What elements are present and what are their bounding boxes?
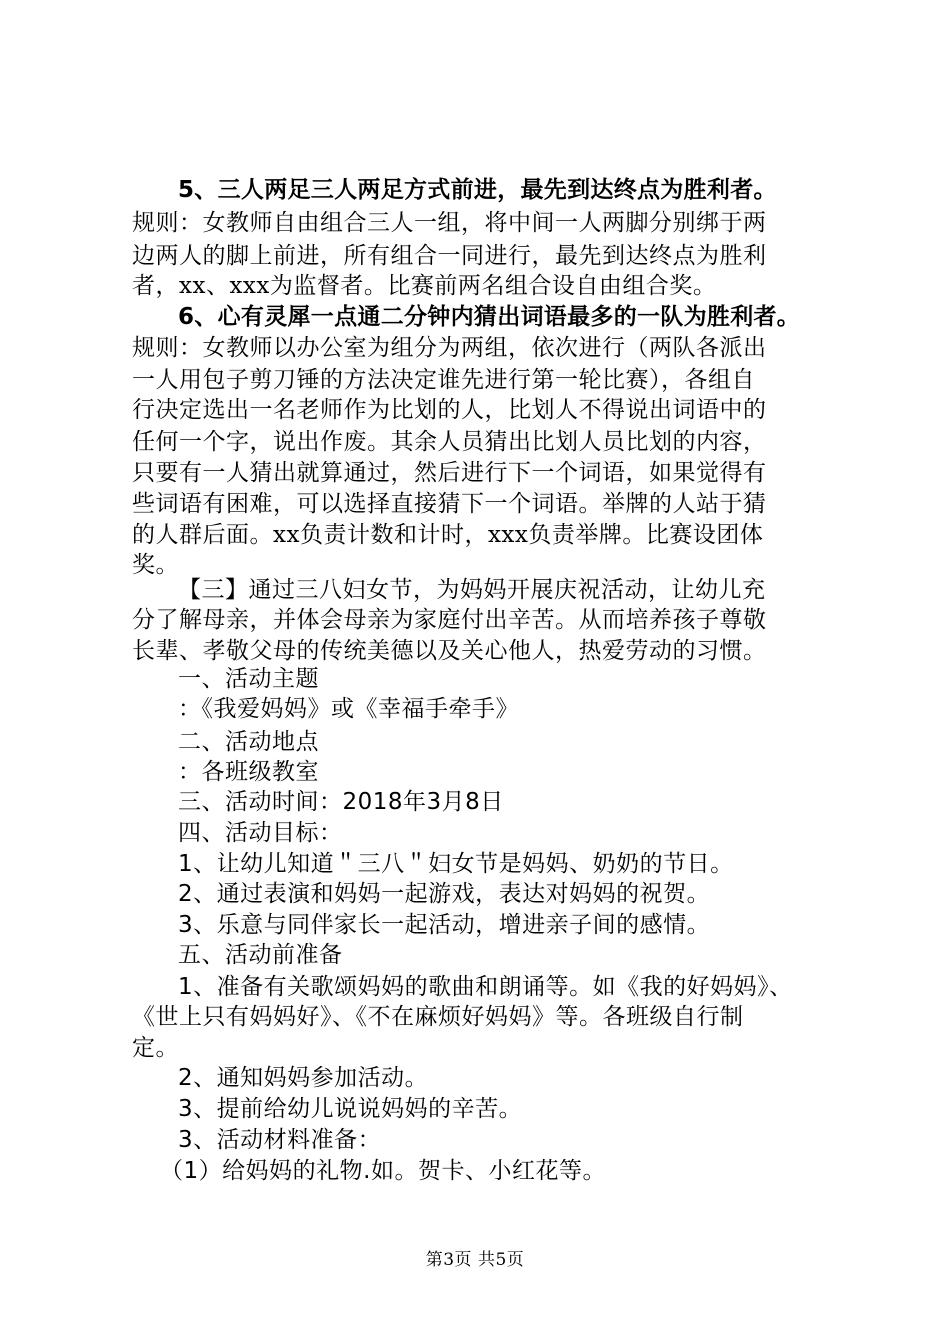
page-footer: 第3页 共5页 <box>425 1250 525 1270</box>
section-heading: 五、活动前准备 <box>178 942 343 968</box>
paragraph-line: ：各班级教室 <box>178 759 319 785</box>
list-item: 1、让幼儿知道＂三八＂妇女节是妈妈、奶奶的节日。 <box>178 851 734 877</box>
paragraph-line: 一人用包子剪刀锤的方法决定谁先进行第一轮比赛），各组自 <box>132 367 755 393</box>
section-heading: 四、活动目标： <box>178 820 343 846</box>
list-item-text: （1）给妈妈的礼物. <box>160 1158 371 1184</box>
list-item: 2、通知妈妈参加活动。 <box>178 1065 429 1091</box>
section-heading: 三、活动时间：2018年3月8日 <box>178 789 504 815</box>
section-heading: 一、活动主题 <box>178 666 319 692</box>
paragraph-line: 些词语有困难，可以选择直接猜下一个词语。举牌的人站于猜 <box>132 491 767 517</box>
paragraph-line: 长辈、孝敬父母的传统美德以及关心他人，热爱劳动的习惯。 <box>132 638 767 664</box>
paragraph-line: 5、三人两足三人两足方式前进，最先到达终点为胜利者。 <box>178 177 777 203</box>
list-item <box>160 1156 606 1186</box>
paragraph-line: 分了解母亲，并体会母亲为家庭付出辛苦。从而培养孩子尊敬 <box>132 607 767 633</box>
paragraph-line: 【三】通过三八妇女节，为妈妈开展庆祝活动，让幼儿充 <box>178 577 766 603</box>
paragraph-line: ：《我爱妈妈》或《幸福手牵手》 <box>178 696 519 722</box>
paragraph-line: 者，xx、xxx为监督者。比赛前两名组合设自由组合奖。 <box>132 273 717 299</box>
paragraph-line: 只要有一人猜出就算通过，然后进行下一个词语，如果觉得有 <box>132 460 767 486</box>
list-item-text: 如《我的好妈妈》、 <box>592 974 793 1000</box>
section-heading: 二、活动地点 <box>178 729 319 755</box>
paragraph-line: 任何一个字，说出作废。其余人员猜出比划人员比划的内容， <box>132 429 767 455</box>
list-item: 3、提前给幼儿说说妈妈的辛苦。 <box>178 1096 523 1122</box>
list-item: 3、活动材料准备： <box>178 1127 382 1153</box>
paragraph-line: 的人群后面。xx负责计数和计时，xxx负责举牌。比赛设团体 <box>132 522 764 548</box>
paragraph-line: 《世上只有妈妈好》、《不在麻烦好妈妈》等。各班级自行制 <box>132 1004 744 1030</box>
list-item <box>178 972 793 1002</box>
list-item-text: 1、准备有关歌颂妈妈的歌曲和朗诵等。 <box>178 974 593 1000</box>
paragraph-line: 规则：女教师自由组合三人一组，将中间一人两脚分别绑于两 <box>132 210 767 236</box>
paragraph-line: 6、心有灵犀一点通二分钟内猜出词语最多的一队为胜利者。 <box>178 304 801 330</box>
paragraph-line: 边两人的脚上前进，所有组合一同进行，最先到达终点为胜利 <box>132 243 767 269</box>
list-item-text: 如。贺卡、小红花等。 <box>370 1158 606 1184</box>
paragraph-line: 奖。 <box>132 552 179 578</box>
list-item: 3、乐意与同伴家长一起活动，增进亲子间的感情。 <box>178 912 711 938</box>
paragraph-line: 行决定选出一名老师作为比划的人，比划人不得说出词语中的 <box>132 397 767 423</box>
list-item: 2、通过表演和妈妈一起游戏，表达对妈妈的祝贺。 <box>178 881 711 907</box>
paragraph-line: 定。 <box>132 1035 179 1061</box>
paragraph-line: 规则：女教师以办公室为组分为两组，依次进行（两队各派出 <box>132 335 767 361</box>
